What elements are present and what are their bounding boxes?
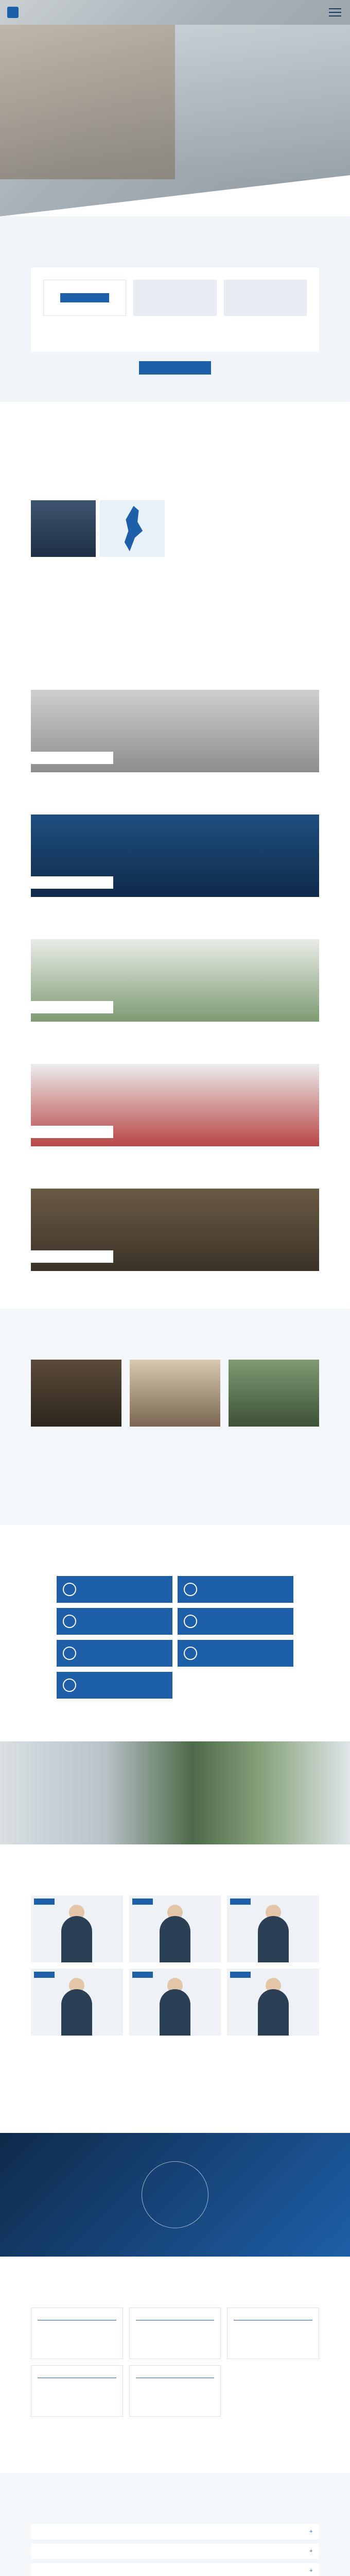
job-text (136, 2381, 215, 2397)
business-row[interactable] (31, 690, 319, 793)
message-text (177, 493, 319, 596)
numbers-grid (57, 1576, 293, 1699)
news-more-button[interactable] (139, 361, 211, 375)
interview-card[interactable] (31, 1969, 123, 2036)
calendar-icon (63, 1647, 76, 1660)
message-photos (31, 500, 165, 557)
message-body (31, 493, 319, 596)
section-en-label (31, 1329, 319, 1335)
interview-card[interactable] (227, 1969, 319, 2036)
section-en-label (31, 2277, 319, 2283)
message-section (0, 402, 350, 639)
interview-card[interactable] (129, 1969, 221, 2036)
job-text (38, 2381, 116, 2397)
japan-map-image (100, 500, 165, 557)
business-label (31, 752, 113, 764)
news-text (224, 320, 307, 332)
ceo-photo (31, 500, 96, 557)
interview-tag (230, 1899, 251, 1905)
hero-copy-line (272, 62, 289, 93)
section-en-label (31, 659, 319, 665)
business-number (23, 1121, 28, 1132)
job-title (136, 2372, 215, 2378)
job-title (234, 2314, 312, 2320)
job-card[interactable] (129, 2308, 221, 2359)
section-title (31, 2286, 319, 2295)
section-title (31, 431, 319, 440)
news-section (0, 216, 350, 402)
message-lead (31, 453, 185, 484)
works-image (31, 1360, 121, 1427)
section-en-label (31, 1546, 319, 1551)
people-icon (63, 1615, 76, 1628)
business-label (31, 876, 113, 889)
recruit-banner[interactable] (0, 2133, 350, 2257)
interview-section (0, 1844, 350, 2133)
recruit-badge (142, 2161, 208, 2228)
logo-text (22, 9, 63, 15)
interview-tag (132, 1972, 153, 1978)
section-en-label (31, 1865, 319, 1871)
news-text (133, 320, 216, 332)
works-section (0, 1309, 350, 1525)
message-side (31, 493, 165, 596)
number-card (178, 1608, 293, 1635)
faq-item[interactable] (31, 2563, 319, 2576)
company-logo-icon (60, 293, 110, 302)
business-desc (31, 1026, 319, 1036)
business-section (0, 639, 350, 1309)
interview-tag (34, 1972, 55, 1978)
news-item[interactable] (43, 280, 126, 340)
job-title (38, 2372, 116, 2378)
business-label (31, 1001, 113, 1013)
interview-tag (230, 1972, 251, 1978)
numbers-section (0, 1525, 350, 1741)
faq-item[interactable] (31, 2524, 319, 2539)
works-image (229, 1360, 319, 1427)
faq-question (46, 2568, 98, 2574)
business-desc (31, 901, 319, 911)
hero-copy-line (296, 62, 314, 93)
menu-button[interactable] (327, 6, 343, 19)
clock-icon (63, 1679, 76, 1692)
hero (0, 0, 350, 216)
hero-photo-interior (175, 25, 350, 179)
interview-tag (34, 1899, 55, 1905)
hero-copy-line (247, 62, 265, 93)
works-text (229, 1430, 319, 1441)
office-photo-band (0, 1741, 350, 1844)
chart-icon (184, 1647, 197, 1660)
interview-card[interactable] (129, 1895, 221, 1962)
works-item[interactable] (229, 1360, 319, 1441)
section-title (31, 2502, 319, 2512)
globe-icon (184, 1615, 197, 1628)
job-title (38, 2314, 116, 2320)
job-card[interactable] (227, 2308, 319, 2359)
section-en-label (31, 422, 319, 428)
hero-copy (247, 62, 314, 93)
number-card (57, 1640, 172, 1667)
faq-question (46, 2529, 98, 2535)
logo-mark-icon (7, 7, 19, 18)
faq-question (46, 2549, 98, 2554)
section-title (31, 668, 319, 677)
plus-icon: + (309, 2549, 313, 2554)
works-item[interactable] (130, 1360, 220, 1441)
job-card[interactable] (31, 2365, 123, 2417)
business-desc (31, 1275, 319, 1285)
interview-tag (132, 1899, 153, 1905)
business-row[interactable] (31, 1189, 319, 1292)
number-card (57, 1576, 172, 1603)
news-date (43, 334, 126, 340)
section-en-label (31, 237, 319, 243)
business-desc (31, 1150, 319, 1161)
news-list (31, 267, 319, 352)
site-logo[interactable] (7, 7, 63, 18)
hamburger-icon (329, 8, 341, 9)
business-label (31, 1250, 113, 1263)
business-number (23, 747, 28, 758)
job-card[interactable] (31, 2308, 123, 2359)
works-item[interactable] (31, 1360, 121, 1441)
hero-photo-office (0, 25, 175, 179)
job-text (234, 2324, 312, 2339)
news-thumb (43, 280, 126, 316)
section-title (31, 1338, 319, 1347)
news-thumb (133, 280, 216, 316)
news-date (224, 334, 307, 340)
number-card (178, 1640, 293, 1667)
plus-icon: + (309, 2529, 313, 2534)
number-card (57, 1608, 172, 1635)
business-number (23, 996, 28, 1007)
section-title (31, 246, 319, 255)
interview-card[interactable] (227, 1895, 319, 1962)
faq-item[interactable] (31, 2544, 319, 2559)
job-title (136, 2314, 215, 2320)
business-number (23, 1245, 28, 1257)
news-date (133, 334, 216, 340)
news-item[interactable] (224, 280, 307, 340)
works-image (130, 1360, 220, 1427)
ceo-caption (31, 559, 165, 564)
works-text (130, 1430, 220, 1441)
faq-section (0, 2473, 350, 2576)
news-item[interactable] (133, 280, 216, 340)
business-row[interactable] (31, 815, 319, 918)
works-grid (31, 1360, 319, 1441)
plus-icon: + (309, 2568, 313, 2573)
interview-grid (31, 1895, 319, 2036)
building-icon (63, 1583, 76, 1596)
job-text (136, 2324, 215, 2339)
number-card (57, 1672, 172, 1699)
job-text (38, 2324, 116, 2339)
news-thumb (224, 280, 307, 316)
interview-card[interactable] (31, 1895, 123, 1962)
section-title (31, 1554, 319, 1564)
scroll-label[interactable] (337, 155, 342, 165)
works-text (31, 1430, 121, 1441)
news-text (43, 320, 126, 332)
business-number (23, 871, 28, 883)
number-card (178, 1576, 293, 1603)
business-label (31, 1126, 113, 1138)
section-en-label (31, 2494, 319, 2499)
business-desc (31, 776, 319, 787)
job-card[interactable] (129, 2365, 221, 2417)
site-header (0, 0, 350, 25)
recruit-line (142, 2190, 208, 2197)
section-title (31, 1874, 319, 1883)
jobs-section (0, 2257, 350, 2473)
yen-icon (184, 1583, 197, 1596)
business-row[interactable] (31, 1064, 319, 1167)
jobs-grid (31, 2308, 319, 2417)
business-row[interactable] (31, 939, 319, 1042)
